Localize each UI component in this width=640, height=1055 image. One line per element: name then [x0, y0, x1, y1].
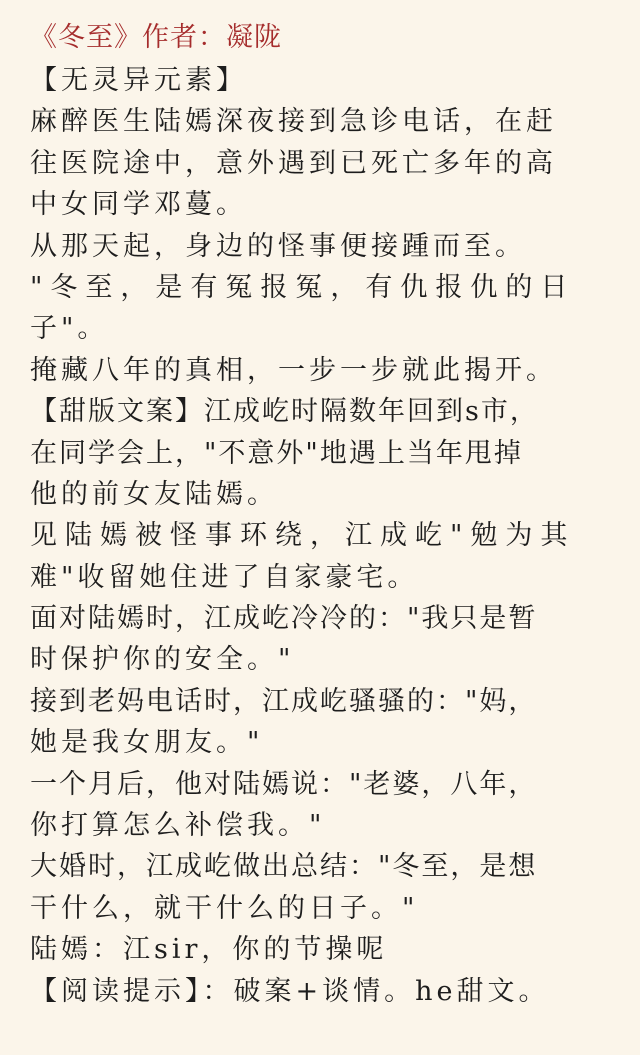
- text-line: "冬至，是有冤报冤，有仇报仇的日: [30, 271, 576, 303]
- text-line: 子"。: [30, 313, 109, 345]
- text-line: 干什么，就干什么的日子。": [30, 892, 419, 924]
- text-line: 从那天起，身边的怪事便接踵而至。: [30, 230, 526, 262]
- text-line: 往医院途中，意外遇到已死亡多年的高: [30, 147, 557, 179]
- text-line: 接到老妈电话时，江成屹骚骚的："妈，: [30, 685, 538, 717]
- text-line: 你打算怎么补偿我。": [30, 810, 326, 842]
- synopsis-text: [30, 60, 615, 1012]
- text-line: 麻醉医生陆嫣深夜接到急诊电话，在赶: [30, 106, 557, 138]
- text-line: 【甜版文案】江成屹时隔数年回到s市，: [30, 396, 539, 428]
- text-line: 面对陆嫣时，江成屹冷冷的："我只是暂: [30, 603, 538, 635]
- text-line: 中女同学邓蔓。: [30, 189, 247, 221]
- text-line: 在同学会上，"不意外"地遇上当年甩掉: [30, 437, 523, 469]
- text-line: 他的前女友陆嫣。: [30, 478, 278, 510]
- text-line: 见陆嫣被怪事环绕，江成屹"勉为其: [30, 520, 576, 552]
- text-line: 一个月后，他对陆嫣说："老婆，八年，: [30, 768, 538, 800]
- book-title: 《冬至》作者：凝陇: [30, 22, 282, 53]
- text-line: 她是我女朋友。": [30, 727, 264, 759]
- text-line: 【无灵异元素】: [30, 65, 247, 96]
- text-line: 掩藏八年的真相，一步一步就此揭开。: [30, 354, 557, 386]
- text-line: 【阅读提示】：破案+谈情。he甜文。: [30, 975, 550, 1007]
- text-line: 难"收留她住进了自家豪宅。: [30, 561, 419, 593]
- text-line: 时保护你的安全。": [30, 644, 295, 676]
- text-line: 陆嫣：江sir，你的节操呢: [30, 934, 388, 966]
- text-line: 大婚时，江成屹做出总结："冬至，是想: [30, 851, 538, 883]
